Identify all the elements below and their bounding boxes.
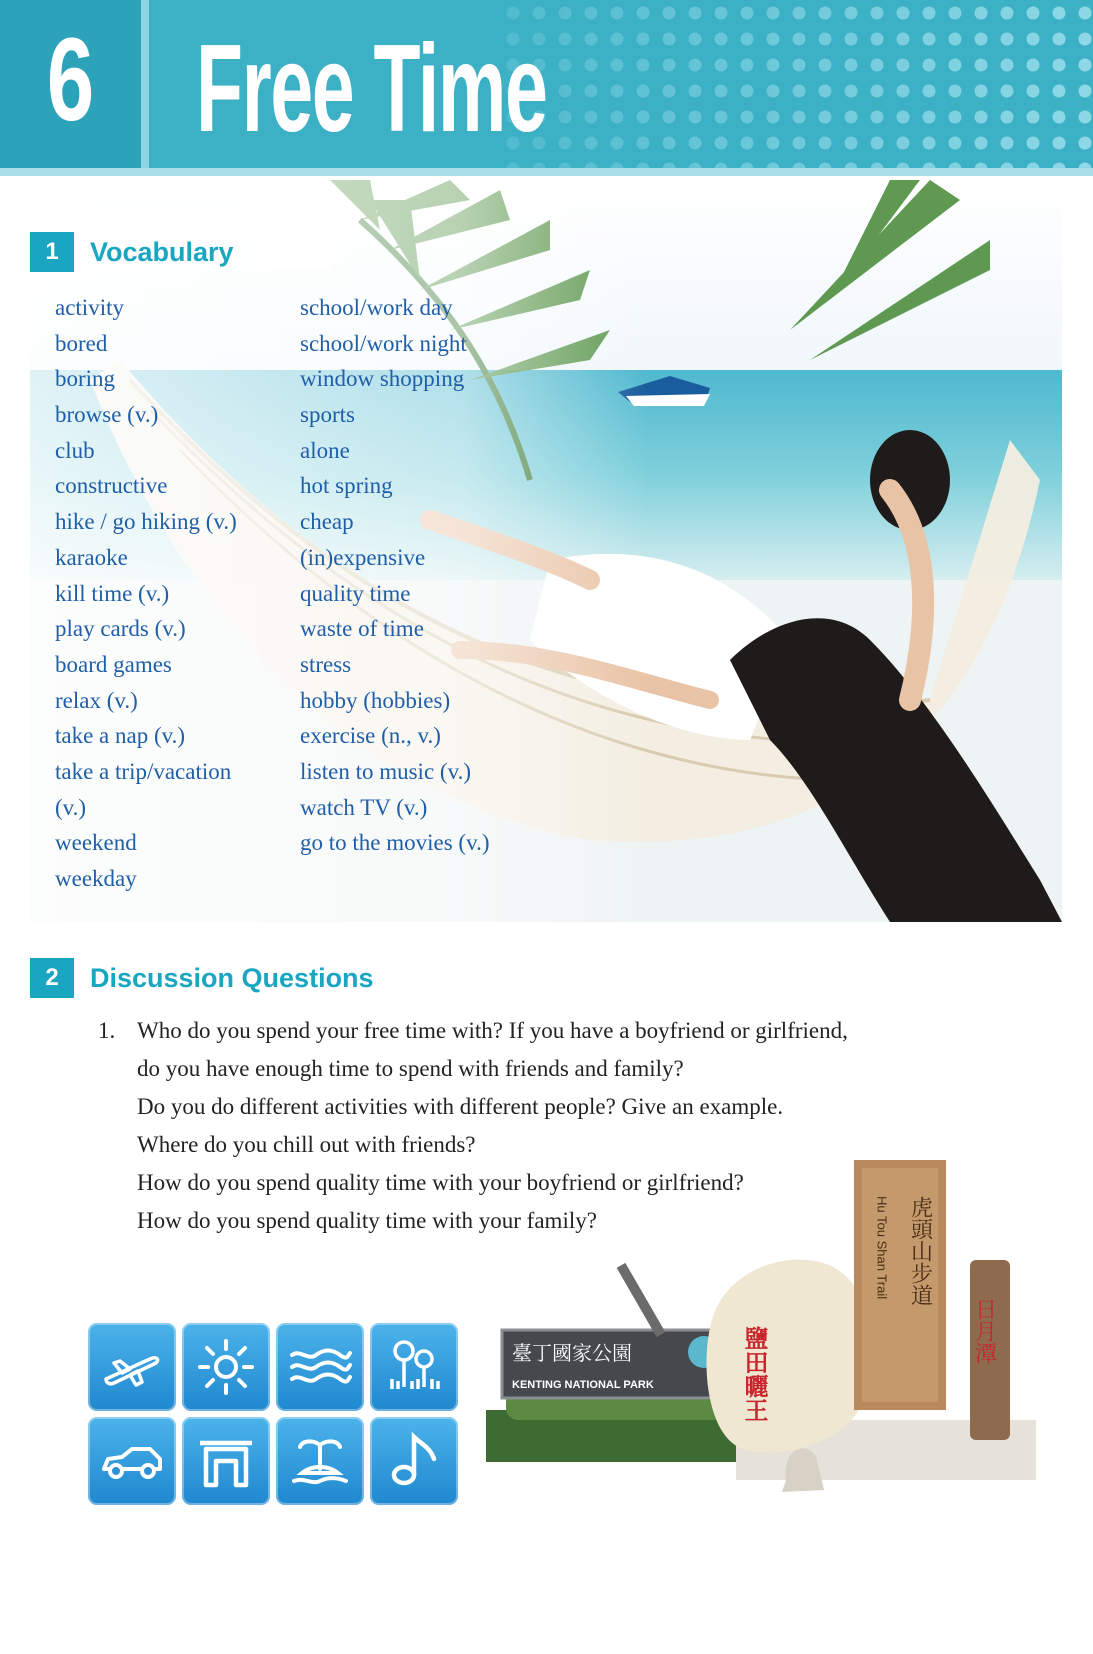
vocab-item: relax (v.) <box>55 687 138 713</box>
vocab-item: quality time <box>300 580 411 606</box>
vocab-item: (in)expensive <box>300 544 426 570</box>
vocab-item: exercise (n., v.) <box>300 723 441 749</box>
music-note-icon <box>370 1417 458 1505</box>
section-title-vocabulary: Vocabulary <box>90 236 234 267</box>
vocab-item: school/work night <box>300 330 467 356</box>
flowers-icon <box>370 1323 458 1411</box>
trail-sign-chinese: 虎頭山步道 <box>907 1196 933 1306</box>
question-line: do you have enough time to spend with friends and family? <box>137 1056 684 1081</box>
unit-header <box>0 0 1093 176</box>
island-icon <box>276 1417 364 1505</box>
gate-icon <box>182 1417 270 1505</box>
vocab-item: browse (v.) <box>55 402 159 428</box>
question-line: Where do you chill out with friends? <box>137 1132 476 1157</box>
unit-title: Free Time <box>196 20 547 158</box>
rock-inscription: 鹽田曬王 <box>740 1326 768 1422</box>
question-line: How do you spend quality time with your boyfriend or girlfriend? <box>137 1170 744 1195</box>
vocab-item: activity <box>55 295 124 320</box>
vocab-item: take a nap (v.) <box>55 723 186 749</box>
vocab-item: boring <box>55 366 116 392</box>
vocab-item: waste of time <box>300 616 424 642</box>
question-line: Do you do different activities with different people? Give an example. <box>137 1094 784 1119</box>
vocab-item: watch TV (v.) <box>300 794 428 820</box>
vocab-item: alone <box>300 437 350 463</box>
vocab-item: weekend <box>55 830 137 856</box>
vocab-item: window shopping <box>300 366 465 392</box>
activity-icon-grid <box>88 1323 460 1507</box>
taiwan-landmarks-photo <box>486 1160 1066 1540</box>
vocab-item: take a trip/vacation <box>55 758 232 784</box>
section-number-2: 2 <box>30 958 74 998</box>
unit-number-box <box>0 0 141 176</box>
airplane-icon <box>88 1323 176 1411</box>
vocab-item: cheap <box>300 509 354 535</box>
vocab-item: constructive <box>55 473 168 499</box>
header-divider <box>141 0 149 176</box>
section-number-1: 1 <box>30 232 74 272</box>
vocabulary-column-2 <box>300 290 490 861</box>
trail-sign-english: Hu Tou Shan Trail <box>874 1196 890 1300</box>
vocab-item: karaoke <box>55 544 128 570</box>
vocab-item: stress <box>300 651 352 677</box>
vocab-item: bored <box>55 330 108 356</box>
vocabulary-column-1 <box>55 290 237 897</box>
vocab-item: board games <box>55 651 172 677</box>
section-vocabulary-heading <box>30 232 234 272</box>
kenting-sign-english: KENTING NATIONAL PARK <box>512 1379 654 1391</box>
section-title-discussion: Discussion Questions <box>90 962 374 993</box>
vocab-item: go to the movies (v.) <box>300 830 490 856</box>
car-icon <box>88 1417 176 1505</box>
vocab-item: weekday <box>55 866 137 891</box>
sun-icon <box>182 1323 270 1411</box>
waves-icon <box>276 1323 364 1411</box>
unit-number: 6 <box>46 14 95 146</box>
vocab-item: listen to music (v.) <box>300 758 471 784</box>
question-line: How do you spend quality time with your family? <box>137 1208 597 1233</box>
kenting-sign-chinese: 臺丁國家公園 <box>512 1341 632 1365</box>
header-strip <box>0 168 1093 176</box>
vocab-item: hike / go hiking (v.) <box>55 509 237 535</box>
section-discussion-heading <box>30 958 374 998</box>
vocab-item: kill time (v.) <box>55 580 170 606</box>
question-line: Who do you spend your free time with? If you have a boyfriend or girlfriend, <box>137 1018 848 1043</box>
vocab-item: hobby (hobbies) <box>300 687 451 713</box>
landmarks-collage <box>486 1160 1066 1540</box>
vocab-item: (v.) <box>55 794 87 820</box>
vocab-item: hot spring <box>300 473 393 499</box>
vocab-item: play cards (v.) <box>55 616 186 642</box>
vocab-item: club <box>55 437 95 463</box>
vocab-item: sports <box>300 402 355 428</box>
dot-pattern <box>500 0 1093 168</box>
pillar-inscription: 日月潭 <box>971 1298 997 1364</box>
vocab-item: school/work day <box>300 295 453 320</box>
question-number: 1. <box>98 1018 116 1043</box>
